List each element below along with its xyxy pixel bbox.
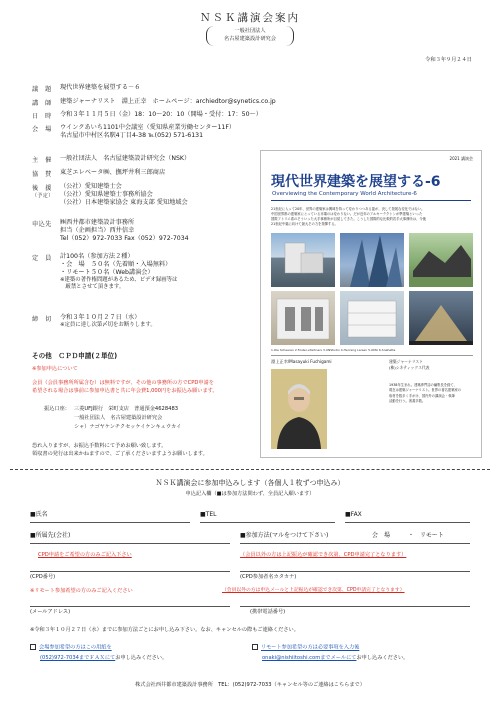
method-venue-option[interactable]: 会 場 (372, 532, 391, 539)
bank-line-3: シャ）ナゴヤケンチクセッケイケンキュウカイ (74, 424, 182, 430)
remote-checkbox[interactable] (252, 644, 258, 650)
venue-instruction-line-1: 会場参加希望の方はこの用紙を (39, 644, 112, 651)
detail-label-text: 主 催 (32, 157, 52, 164)
venue-checkbox[interactable] (30, 644, 36, 650)
cpd-number-label: (CPD番号) (30, 574, 56, 580)
email-label: (メールアドレス) (30, 609, 71, 615)
cpd-note-title: ※参加申込について (32, 366, 78, 372)
detail-row (32, 183, 188, 207)
detail-row (32, 253, 177, 291)
bank-line-2: 一般社団法人 名古屋建築設計研究会 (74, 415, 163, 421)
flyer-body-line: 21世紀中葉に向けて最大その力を発揮する。 (271, 221, 338, 226)
detail-label-text: 後 援 (32, 185, 52, 192)
detail-label (32, 155, 60, 164)
detail-value (60, 124, 235, 140)
detail-value-line: ・会 場 ５０名（先着順・入場無料） (60, 261, 172, 269)
nonmember-cpd-note: （会員以外の方は上記振込が確認でき次第、CPD申請完了となります） (240, 552, 407, 558)
bank-line-1: 三菱UFJ銀行 栄町支店 普通預金4628483 (74, 406, 179, 412)
detail-value-line: ※建築の著作権問題があるため、ビデオ録画等は (60, 277, 178, 284)
detail-label (32, 169, 60, 178)
venue-option-instruction-2 (40, 655, 167, 662)
detail-label-text: 申込先 (32, 221, 52, 228)
flyer-photo-6 (409, 291, 473, 345)
detail-label (32, 84, 60, 93)
building-photo-1 (271, 233, 335, 287)
method-remote-option[interactable]: リモート (420, 532, 444, 539)
bank-label: 振込口座： (44, 406, 70, 412)
detail-label (32, 98, 60, 107)
detail-value (60, 155, 190, 164)
detail-value (60, 219, 189, 243)
tel-field[interactable] (200, 522, 335, 523)
fax-number-link[interactable]: (052)972-7034までＦＡＸにて (40, 655, 116, 661)
detail-value-line: 現代世界建築を展望する－６ (60, 84, 141, 91)
detail-label-text: 議 題 (32, 86, 52, 93)
fee-notice-line-1: 恐れ入りますが、お振込手数料にて予めお願い致します。 (32, 443, 167, 449)
detail-label (32, 183, 60, 207)
remote-option-instruction-2 (262, 655, 408, 662)
flyer-photo-captions: 1.Ole Scheeren 2.Foster+Partners 3.UNStudio 4.Henning Larsen 5.OMA 6.Snøhetta (271, 348, 396, 352)
detail-row (32, 124, 235, 140)
building-photo-5 (340, 291, 404, 345)
org-name-line1: 一般社団法人 (234, 28, 266, 34)
detail-value-line: （公社）愛知県建築士事務所協会 (60, 191, 153, 199)
flyer-bio-line: 現在は建築ジャーナリスト。世界の著名建築家の (389, 388, 462, 393)
cpd-kana-field[interactable] (240, 571, 470, 572)
building-photo-3 (409, 233, 473, 287)
flyer-bio-line: 取材を数多く手がけ、国内外の講演会・執筆 (389, 393, 455, 398)
company-label: ■所属先(会社) (30, 532, 71, 539)
method-separator: ・ (408, 532, 415, 539)
cpd-kana-label: (CPD参加者名カタカナ) (240, 574, 297, 580)
footer-contact: 株式会社西井都市建築設計事務所 TEL：(052)972-7033（キャンセル等のご連絡はこちらまで） (135, 682, 365, 688)
speaker-portrait-figure (271, 369, 327, 449)
detail-label-text: 会 場 (32, 126, 52, 133)
method-label: ■参加方法(マルをつけて下さい) (240, 532, 329, 539)
mobile-label: (携帯電話番号) (250, 609, 286, 615)
form-subtitle: 申込記入欄（■は参加方法問わず、全員記入願います） (185, 491, 315, 497)
detail-value-line: ※定員に達し次第〆切をお断りします。 (60, 322, 156, 329)
tel-label: ■TEL (200, 511, 217, 518)
detail-value-line: 令和３年１０月２７日（水） (60, 314, 141, 321)
detail-row (32, 314, 156, 329)
flyer-photo-5 (340, 291, 404, 345)
cut-line (10, 469, 490, 470)
flyer-divider (271, 355, 473, 356)
detail-value-line: （公社）愛知建築士会 (60, 183, 122, 190)
detail-label (32, 219, 60, 243)
detail-label-text: 日 時 (32, 113, 52, 120)
detail-row (32, 98, 276, 107)
detail-value-line: 計100名（参加方法２種） (60, 253, 134, 260)
remote-option-instruction (252, 644, 359, 651)
detail-value-line: 名古屋市中村区名駅4丁目4-38 ℡(052) 571-6131 (60, 132, 204, 140)
flyer-title-rule (271, 200, 471, 201)
cpd-request-note: CPD申請をご希望の方のみご記入下さい (38, 552, 132, 558)
email-field[interactable] (30, 606, 230, 607)
detail-value (60, 183, 188, 207)
flyer-bio-line: 1938年生まれ。建築専門誌の編集長を経て、 (389, 383, 457, 387)
form-title: ＮＳＫ講演会に参加申込みします（各個人１枚ずつ申込み） (155, 479, 345, 487)
fax-field[interactable] (345, 522, 470, 523)
detail-value-line: ㈱西井都市建築設計事務所 (60, 219, 135, 226)
detail-value (60, 111, 262, 120)
flyer-body-line: 中国世界都の建築家にとっている市場のは変わりない。だが近年のアルキーテクトンが準建築といった (271, 211, 423, 216)
flyer-speaker-title-1: 建築ジャーナリスト (389, 359, 424, 364)
name-label: ■氏名 (30, 511, 48, 518)
deadline-note: ※令和３年１０月２７日（水）までに参加方法ごとにお申し込み下さい。なお、キャンセルの際もご連絡ください。 (30, 627, 299, 633)
flyer-body-line: 国際アトリエ系のそういった大手事務所が目覚してきた。こうした国際的な比較的若手大事務所は、今後 (271, 216, 426, 221)
detail-value-line: 厳禁とさせて頂きます。 (60, 284, 125, 291)
detail-row (32, 155, 190, 164)
flyer-title: 現代世界建築を展望する-6 (271, 174, 441, 190)
detail-value-line: 担当（企画担当）西井信幸 (60, 227, 135, 235)
detail-label (32, 124, 60, 140)
detail-value-line: 令和３年１１月５日（金）18：10～20：10（開場・受付：17：50～） (60, 111, 262, 118)
fee-notice-line-2: 領収書の発行は出来かねますので、ご了承くださいますようお願いします。 (32, 451, 208, 457)
detail-row (32, 84, 140, 93)
cpd-note-line-2: 希望される場合は事前に参加申込書と共に年会費1,000円をお振込み願います。 (32, 388, 218, 394)
detail-row (32, 169, 165, 178)
flyer-speaker-title-2: (株)シネティックス代表 (389, 365, 430, 370)
detail-label-text: 講 師 (32, 100, 52, 107)
detail-value (60, 314, 156, 329)
flyer-speaker-name: 淵上正幸/Masayuki Fuchigami (271, 359, 332, 364)
issue-date: 令和３年９月２４日 (425, 57, 472, 63)
flyer-subtitle: Overviewing the Contemporary World Architecture-6 (272, 191, 417, 197)
remote-instruction-line-2: お申し込みください。 (356, 655, 409, 661)
detail-value-line: ウインクあいち1101中会議室（愛知県産業労働センター11F） (60, 124, 236, 131)
building-photo-2 (340, 233, 404, 287)
venue-instruction-line-2: お申し込みください。 (115, 655, 168, 661)
fax-label: ■FAX (345, 511, 362, 518)
flyer-year-label: 2021 講演会 (449, 156, 473, 161)
detail-value (60, 169, 165, 178)
page-title: ＮＳＫ講演会案内 (200, 12, 300, 24)
venue-option-instruction (30, 644, 112, 651)
company-field[interactable] (30, 543, 230, 544)
flyer-body-line: 21世紀に入って20年、世界の建築家は興味を持って変わりつつある姿が、決して発展な変化ではない。 (271, 207, 425, 211)
cpd-heading: その他 ＣＰＤ申請(２単位) (32, 352, 118, 360)
detail-label (32, 314, 60, 329)
detail-value (60, 253, 177, 291)
method-field-rule (240, 543, 470, 544)
building-photo-4 (271, 291, 335, 345)
detail-value-line: Tel（052）972-7033 Fax（052）972-7034 (60, 235, 189, 243)
flyer-speaker-bio (389, 383, 475, 404)
detail-label (32, 111, 60, 120)
org-name-line2: 名古屋建築設計研究会 (224, 36, 276, 42)
flyer-photo-4 (271, 291, 335, 345)
flyer-photo-2 (340, 233, 404, 287)
detail-value-line: 建築ジャーナリスト 淵上正幸 ホームページ：archiedtor@synetics.co.jp (60, 98, 276, 105)
detail-label-text: 協 賛 (32, 171, 52, 178)
detail-value (60, 98, 276, 107)
name-field[interactable] (30, 522, 190, 523)
remote-nonmember-note: （会員以外の方は申込メールと上記振込が確認でき次第、CPD申請完了となります） (222, 588, 405, 593)
flyer-photo-3 (409, 233, 473, 287)
email-address-link[interactable]: onaki@nishiitoshi.comまでメールにて (262, 655, 357, 661)
mobile-field[interactable] (240, 606, 470, 607)
detail-value-line: （公社）日本建築家協会 東海支部 愛知地域会 (60, 199, 188, 207)
detail-value-line: ・リモート５０名（Web講演会） (60, 269, 154, 277)
remote-request-note: ※リモート参加希望の方のみご記入ください (30, 588, 133, 594)
flyer-bio-line: 活動を行う。著書多数。 (389, 398, 426, 403)
detail-value-line: 一般社団法人 名古屋建築設計研究会（NSK） (60, 155, 191, 162)
cpd-note-line-1: 会員（会員事務所所属含む）は無料ですが、その他の事務所の方でCPD申請を (32, 380, 214, 386)
building-photo-6 (409, 291, 473, 345)
remote-instruction-line-1: リモート参加希望の方は必要事項を入力後 (261, 644, 360, 651)
detail-label-sub: （予定） (32, 193, 54, 199)
detail-value-line: 東芝エレベータ㈱、撫坪井利三郎商店 (60, 169, 166, 176)
detail-label-text: 締 切 (32, 316, 52, 323)
detail-value (60, 84, 140, 93)
event-flyer (260, 150, 482, 458)
cpd-number-field[interactable] (30, 571, 230, 572)
flyer-body-text (271, 207, 475, 227)
detail-label-text: 定 員 (32, 255, 52, 262)
detail-row (32, 219, 189, 243)
detail-row (32, 111, 262, 120)
flyer-photo-1 (271, 233, 335, 287)
speaker-portrait (271, 369, 327, 449)
detail-label (32, 253, 60, 291)
